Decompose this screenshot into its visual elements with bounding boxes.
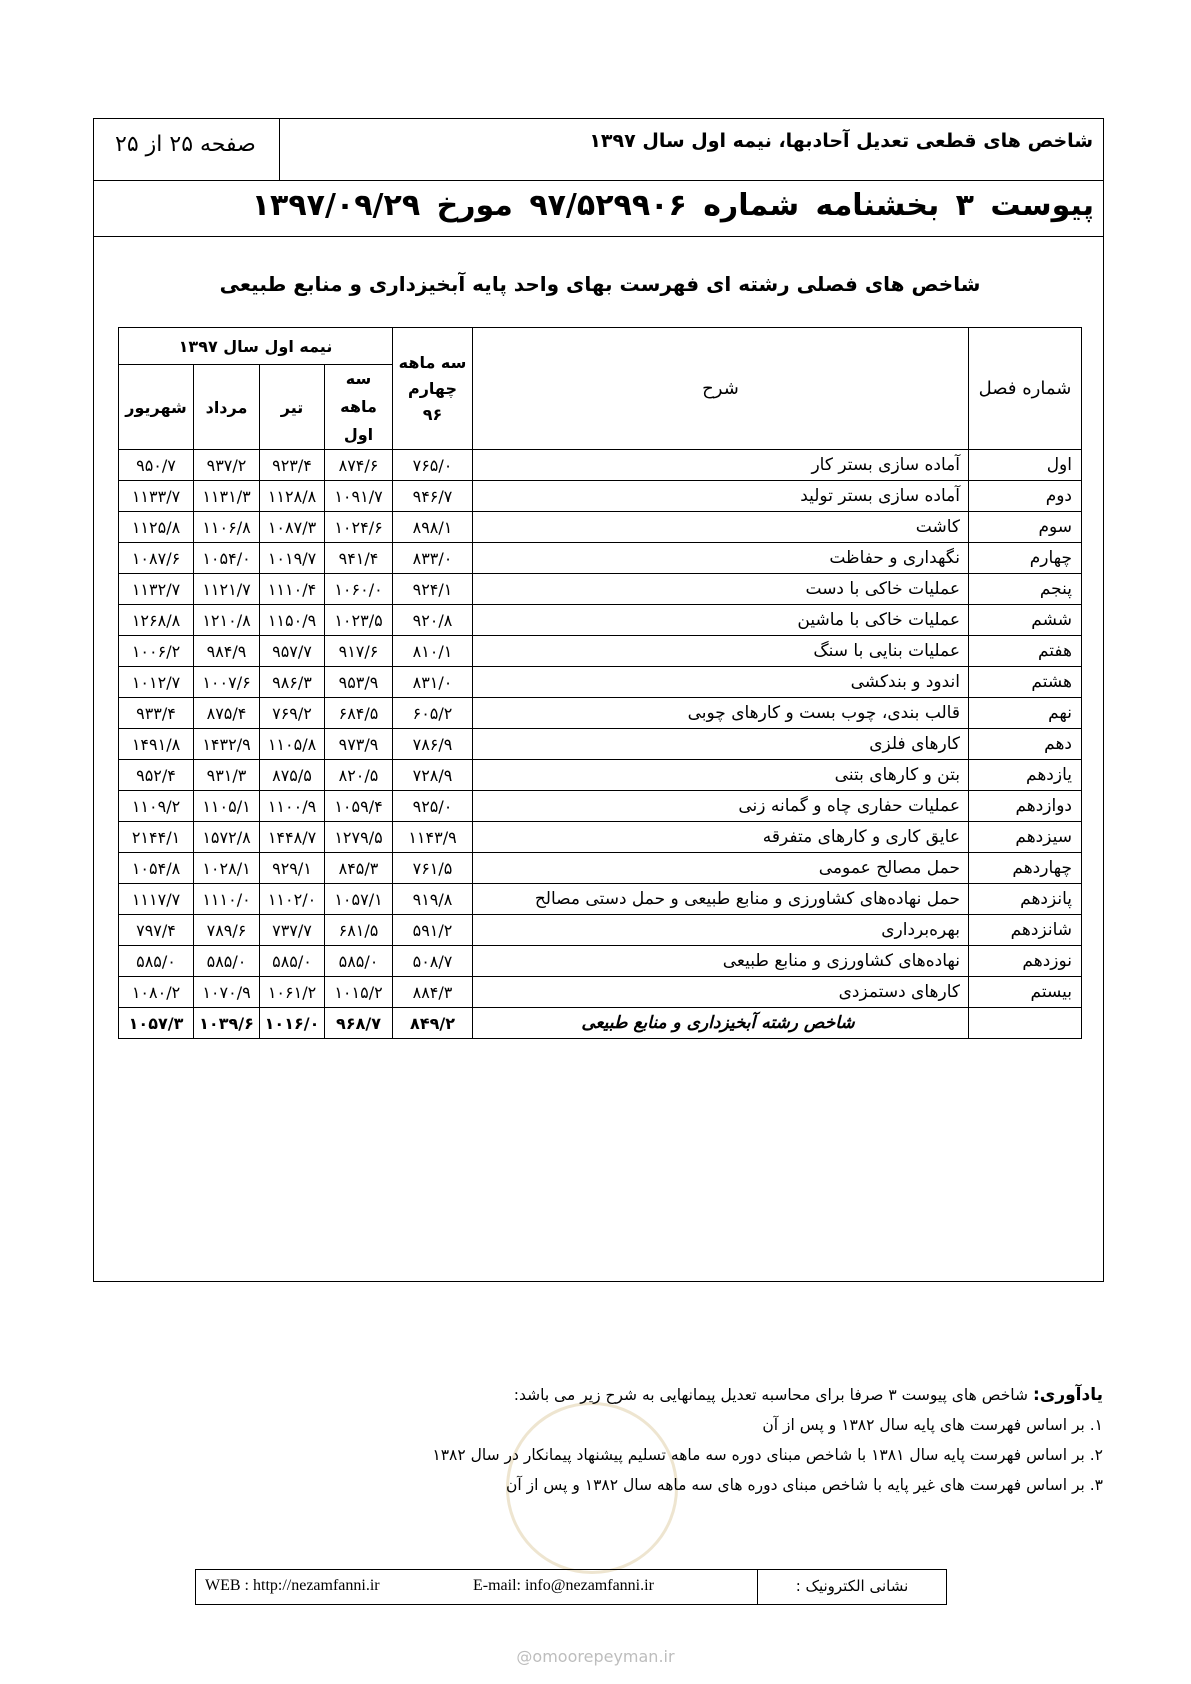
cell-shahrivar: ۱۱۰۹/۲: [119, 791, 194, 822]
cell-q4-96: ۹۲۰/۸: [393, 605, 473, 636]
cell-shahrivar: ۱۲۶۸/۸: [119, 605, 194, 636]
table-row: [119, 605, 1082, 636]
cell-mordad: ۱۵۷۲/۸: [194, 822, 260, 853]
cell-q1: ۱۰۵۷/۱: [325, 884, 393, 915]
table-row: [119, 574, 1082, 605]
cell-shahrivar: ۱۰۵۴/۸: [119, 853, 194, 884]
cell-q4-96: ۸۱۰/۱: [393, 636, 473, 667]
table-row: [119, 760, 1082, 791]
cell-q1: ۱۰۲۴/۶: [325, 512, 393, 543]
cell-description: عملیات حفاری چاه و گمانه زنی: [473, 791, 969, 822]
table-row: [119, 915, 1082, 946]
cell-mordad: ۱۴۳۲/۹: [194, 729, 260, 760]
cell-chapter: شانزدهم: [969, 915, 1082, 946]
cell-shahrivar: ۹۵۲/۴: [119, 760, 194, 791]
cell-q4-96: ۸۹۸/۱: [393, 512, 473, 543]
cell-q4-96: ۵۰۸/۷: [393, 946, 473, 977]
contact-label: نشانی الکترونیک :: [795, 1577, 909, 1595]
cell-mordad: ۹۳۷/۲: [194, 450, 260, 481]
table-row: [119, 667, 1082, 698]
cell-description: قالب بندی، چوب بست و کارهای چوبی: [473, 698, 969, 729]
cell-q1: ۹۷۳/۹: [325, 729, 393, 760]
cell-chapter: پانزدهم: [969, 884, 1082, 915]
notes-label: یادآوری:: [1032, 1385, 1103, 1405]
cell-chapter: دوم: [969, 481, 1082, 512]
header-tir: تیر: [260, 365, 325, 450]
cell-chapter: چهارم: [969, 543, 1082, 574]
table-row: [119, 636, 1082, 667]
table-row: [119, 543, 1082, 574]
header-q4-96: سه ماهه چهارم ۹۶: [393, 328, 473, 450]
cell-description: عملیات بنایی با سنگ: [473, 636, 969, 667]
cell-q4-96: ۷۶۱/۵: [393, 853, 473, 884]
cell-mordad: ۹۸۴/۹: [194, 636, 260, 667]
note-item: ۱. بر اساس فهرست های پایه سال ۱۳۸۲ و پس از آن: [762, 1416, 1103, 1434]
cell-mordad: ۹۳۱/۳: [194, 760, 260, 791]
cell-q4-96: ۶۰۵/۲: [393, 698, 473, 729]
header-half-1397: نیمه اول سال ۱۳۹۷: [119, 328, 393, 365]
cell-q4-96: ۸۸۴/۳: [393, 977, 473, 1008]
notes-intro-line: [432, 1380, 1103, 1410]
cell-mordad: ۱۱۳۱/۳: [194, 481, 260, 512]
contact-separator: [757, 1569, 758, 1605]
table-row: [119, 977, 1082, 1008]
table-row: [119, 791, 1082, 822]
cell-shahrivar: ۱۰۰۶/۲: [119, 636, 194, 667]
cell-q1: ۹۴۱/۴: [325, 543, 393, 574]
cell-q1: ۵۸۵/۰: [325, 946, 393, 977]
notes-section: [432, 1380, 1103, 1500]
cell-description: اندود و بندکشی: [473, 667, 969, 698]
cell-q1: ۹۵۳/۹: [325, 667, 393, 698]
cell-shahrivar: ۱۰۸۷/۶: [119, 543, 194, 574]
cell-shahrivar: ۹۳۳/۴: [119, 698, 194, 729]
cell-shahrivar: ۱۴۹۱/۸: [119, 729, 194, 760]
cell-tir: ۱۴۴۸/۷: [260, 822, 325, 853]
cell-tir: ۹۵۷/۷: [260, 636, 325, 667]
cell-tir: ۱۰۸۷/۳: [260, 512, 325, 543]
page-number: صفحه ۲۵ از ۲۵: [115, 132, 256, 157]
cell-chapter: نهم: [969, 698, 1082, 729]
watermark-text: @omoorepeyman.ir: [516, 1647, 675, 1666]
table-row: [119, 698, 1082, 729]
cell-tir: ۱۱۰۰/۹: [260, 791, 325, 822]
cell-q4-96: ۸۳۳/۰: [393, 543, 473, 574]
cell-description: بهره‌برداری: [473, 915, 969, 946]
cell-description: عایق کاری و کارهای متفرقه: [473, 822, 969, 853]
cell-mordad: ۱۰۰۷/۶: [194, 667, 260, 698]
cell-mordad: ۱۱۰۵/۱: [194, 791, 260, 822]
cell-shahrivar: ۱۰۸۰/۲: [119, 977, 194, 1008]
cell-description: حمل نهاده‌های کشاورزی و منابع طبیعی و حمل دستی مصالح: [473, 884, 969, 915]
circular-title: پیوست ۳ بخشنامه شماره ۹۷/۵۲۹۹۰۶ مورخ ۱۳۹۷/۰۹/۲۹: [251, 188, 1094, 223]
cell-chapter: هفتم: [969, 636, 1082, 667]
header-description: شرح: [473, 328, 969, 450]
cell-q1: ۸۲۰/۵: [325, 760, 393, 791]
cell-tir: ۱۱۲۸/۸: [260, 481, 325, 512]
table-row: [119, 822, 1082, 853]
cell-tir: ۷۳۷/۷: [260, 915, 325, 946]
cell-mordad: ۱۲۱۰/۸: [194, 605, 260, 636]
cell-description: عملیات خاکی با ماشین: [473, 605, 969, 636]
cell-total-description: شاخص رشته آبخیزداری و منابع طبیعی: [473, 1008, 969, 1039]
cell-tir: ۱۱۱۰/۴: [260, 574, 325, 605]
cell-description: نهاده‌های کشاورزی و منابع طبیعی: [473, 946, 969, 977]
note-item: ۳. بر اساس فهرست های غیر پایه با شاخص مبنای دوره های سه ماهه سال ۱۳۸۲ و پس از آن: [506, 1476, 1103, 1494]
cell-chapter: سیزدهم: [969, 822, 1082, 853]
table-row: [119, 512, 1082, 543]
table-body: [119, 450, 1082, 1039]
cell-mordad: ۵۸۵/۰: [194, 946, 260, 977]
cell-q4-96: ۹۴۶/۷: [393, 481, 473, 512]
header-shahrivar: شهریور: [119, 365, 194, 450]
header-separator: [279, 118, 280, 180]
cell-chapter: سوم: [969, 512, 1082, 543]
table-total-row: [119, 1008, 1082, 1039]
cell-shahrivar: ۱۱۳۳/۷: [119, 481, 194, 512]
cell-total-tir: ۱۰۱۶/۰: [260, 1008, 325, 1039]
cell-tir: ۱۱۰۲/۰: [260, 884, 325, 915]
cell-mordad: ۱۰۷۰/۹: [194, 977, 260, 1008]
cell-q4-96: ۵۹۱/۲: [393, 915, 473, 946]
table-title: شاخص های فصلی رشته ای فهرست بهای واحد پایه آبخیزداری و منابع طبیعی: [219, 272, 981, 296]
cell-q4-96: ۷۸۶/۹: [393, 729, 473, 760]
cell-q1: ۸۷۴/۶: [325, 450, 393, 481]
cell-total-shahrivar: ۱۰۵۷/۳: [119, 1008, 194, 1039]
table-row: [119, 481, 1082, 512]
cell-shahrivar: ۵۸۵/۰: [119, 946, 194, 977]
cell-description: عملیات خاکی با دست: [473, 574, 969, 605]
cell-tir: ۵۸۵/۰: [260, 946, 325, 977]
cell-q1: ۱۰۱۵/۲: [325, 977, 393, 1008]
header-mordad: مرداد: [194, 365, 260, 450]
cell-tir: ۱۱۵۰/۹: [260, 605, 325, 636]
cell-chapter: دهم: [969, 729, 1082, 760]
cell-chapter: یازدهم: [969, 760, 1082, 791]
cell-q1: ۱۰۵۹/۴: [325, 791, 393, 822]
cell-total-chapter: [969, 1008, 1082, 1039]
note-item: ۲. بر اساس فهرست پایه سال ۱۳۸۱ با شاخص مبنای دوره سه ماهه تسلیم پیشنهاد پیمانکار در سال ۱۳۸۲: [432, 1446, 1103, 1464]
cell-q1: ۶۸۴/۵: [325, 698, 393, 729]
cell-total-q1: ۹۶۸/۷: [325, 1008, 393, 1039]
cell-chapter: هشتم: [969, 667, 1082, 698]
cell-chapter: نوزدهم: [969, 946, 1082, 977]
cell-mordad: ۸۷۵/۴: [194, 698, 260, 729]
cell-description: آماده سازی بستر تولید: [473, 481, 969, 512]
cell-description: آماده سازی بستر کار: [473, 450, 969, 481]
cell-description: کاشت: [473, 512, 969, 543]
cell-q1: ۸۴۵/۳: [325, 853, 393, 884]
cell-q1: ۱۰۲۳/۵: [325, 605, 393, 636]
cell-tir: ۱۰۶۱/۲: [260, 977, 325, 1008]
cell-total-mordad: ۱۰۳۹/۶: [194, 1008, 260, 1039]
cell-description: حمل مصالح عمومی: [473, 853, 969, 884]
cell-mordad: ۱۱۲۱/۷: [194, 574, 260, 605]
cell-q4-96: ۹۲۵/۰: [393, 791, 473, 822]
header-divider: [93, 236, 1104, 237]
cell-description: نگهداری و حفاظت: [473, 543, 969, 574]
cell-shahrivar: ۱۰۱۲/۷: [119, 667, 194, 698]
header-chapter: شماره فصل: [969, 328, 1082, 450]
cell-total-q4-96: ۸۴۹/۲: [393, 1008, 473, 1039]
cell-tir: ۱۱۰۵/۸: [260, 729, 325, 760]
cell-shahrivar: ۷۹۷/۴: [119, 915, 194, 946]
cell-tir: ۸۷۵/۵: [260, 760, 325, 791]
table-row: [119, 729, 1082, 760]
cell-tir: ۹۲۹/۱: [260, 853, 325, 884]
cell-q4-96: ۱۱۴۳/۹: [393, 822, 473, 853]
cell-mordad: ۱۱۱۰/۰: [194, 884, 260, 915]
cell-chapter: دوازدهم: [969, 791, 1082, 822]
cell-mordad: ۱۰۵۴/۰: [194, 543, 260, 574]
cell-tir: ۱۰۱۹/۷: [260, 543, 325, 574]
cell-q4-96: ۷۲۸/۹: [393, 760, 473, 791]
cell-chapter: بیستم: [969, 977, 1082, 1008]
cell-q4-96: ۷۶۵/۰: [393, 450, 473, 481]
cell-q4-96: ۹۱۹/۸: [393, 884, 473, 915]
cell-q1: ۱۰۹۱/۷: [325, 481, 393, 512]
cell-chapter: اول: [969, 450, 1082, 481]
index-table: [118, 327, 1082, 1039]
cell-description: کارهای فلزی: [473, 729, 969, 760]
cell-shahrivar: ۲۱۴۴/۱: [119, 822, 194, 853]
table-row: [119, 450, 1082, 481]
cell-chapter: پنجم: [969, 574, 1082, 605]
cell-q4-96: ۹۲۴/۱: [393, 574, 473, 605]
cell-mordad: ۱۱۰۶/۸: [194, 512, 260, 543]
cell-mordad: ۷۸۹/۶: [194, 915, 260, 946]
cell-q1: ۱۰۶۰/۰: [325, 574, 393, 605]
cell-shahrivar: ۱۱۱۷/۷: [119, 884, 194, 915]
notes-intro: شاخص های پیوست ۳ صرفا برای محاسبه تعدیل پیمانهایی به شرح زیر می باشد:: [513, 1386, 1028, 1404]
table-row: [119, 946, 1082, 977]
email-link[interactable]: E-mail: info@nezamfanni.ir: [473, 1577, 654, 1594]
cell-shahrivar: ۱۱۳۲/۷: [119, 574, 194, 605]
table-row: [119, 853, 1082, 884]
header-q1: سه ماهه اول: [325, 365, 393, 450]
table-row: [119, 884, 1082, 915]
cell-q1: ۶۸۱/۵: [325, 915, 393, 946]
cell-shahrivar: ۱۱۲۵/۸: [119, 512, 194, 543]
cell-tir: ۷۶۹/۲: [260, 698, 325, 729]
web-link[interactable]: WEB : http://nezamfanni.ir: [205, 1577, 380, 1594]
cell-shahrivar: ۹۵۰/۷: [119, 450, 194, 481]
cell-q1: ۱۲۷۹/۵: [325, 822, 393, 853]
cell-description: کارهای دستمزدی: [473, 977, 969, 1008]
cell-description: بتن و کارهای بتنی: [473, 760, 969, 791]
cell-tir: ۹۲۳/۴: [260, 450, 325, 481]
cell-chapter: ششم: [969, 605, 1082, 636]
cell-chapter: چهاردهم: [969, 853, 1082, 884]
cell-q4-96: ۸۳۱/۰: [393, 667, 473, 698]
cell-q1: ۹۱۷/۶: [325, 636, 393, 667]
header-divider: [93, 180, 1104, 181]
cell-tir: ۹۸۶/۳: [260, 667, 325, 698]
document-title: شاخص های قطعی تعدیل آحادبها، نیمه اول سال ۱۳۹۷: [589, 130, 1093, 152]
cell-mordad: ۱۰۲۸/۱: [194, 853, 260, 884]
